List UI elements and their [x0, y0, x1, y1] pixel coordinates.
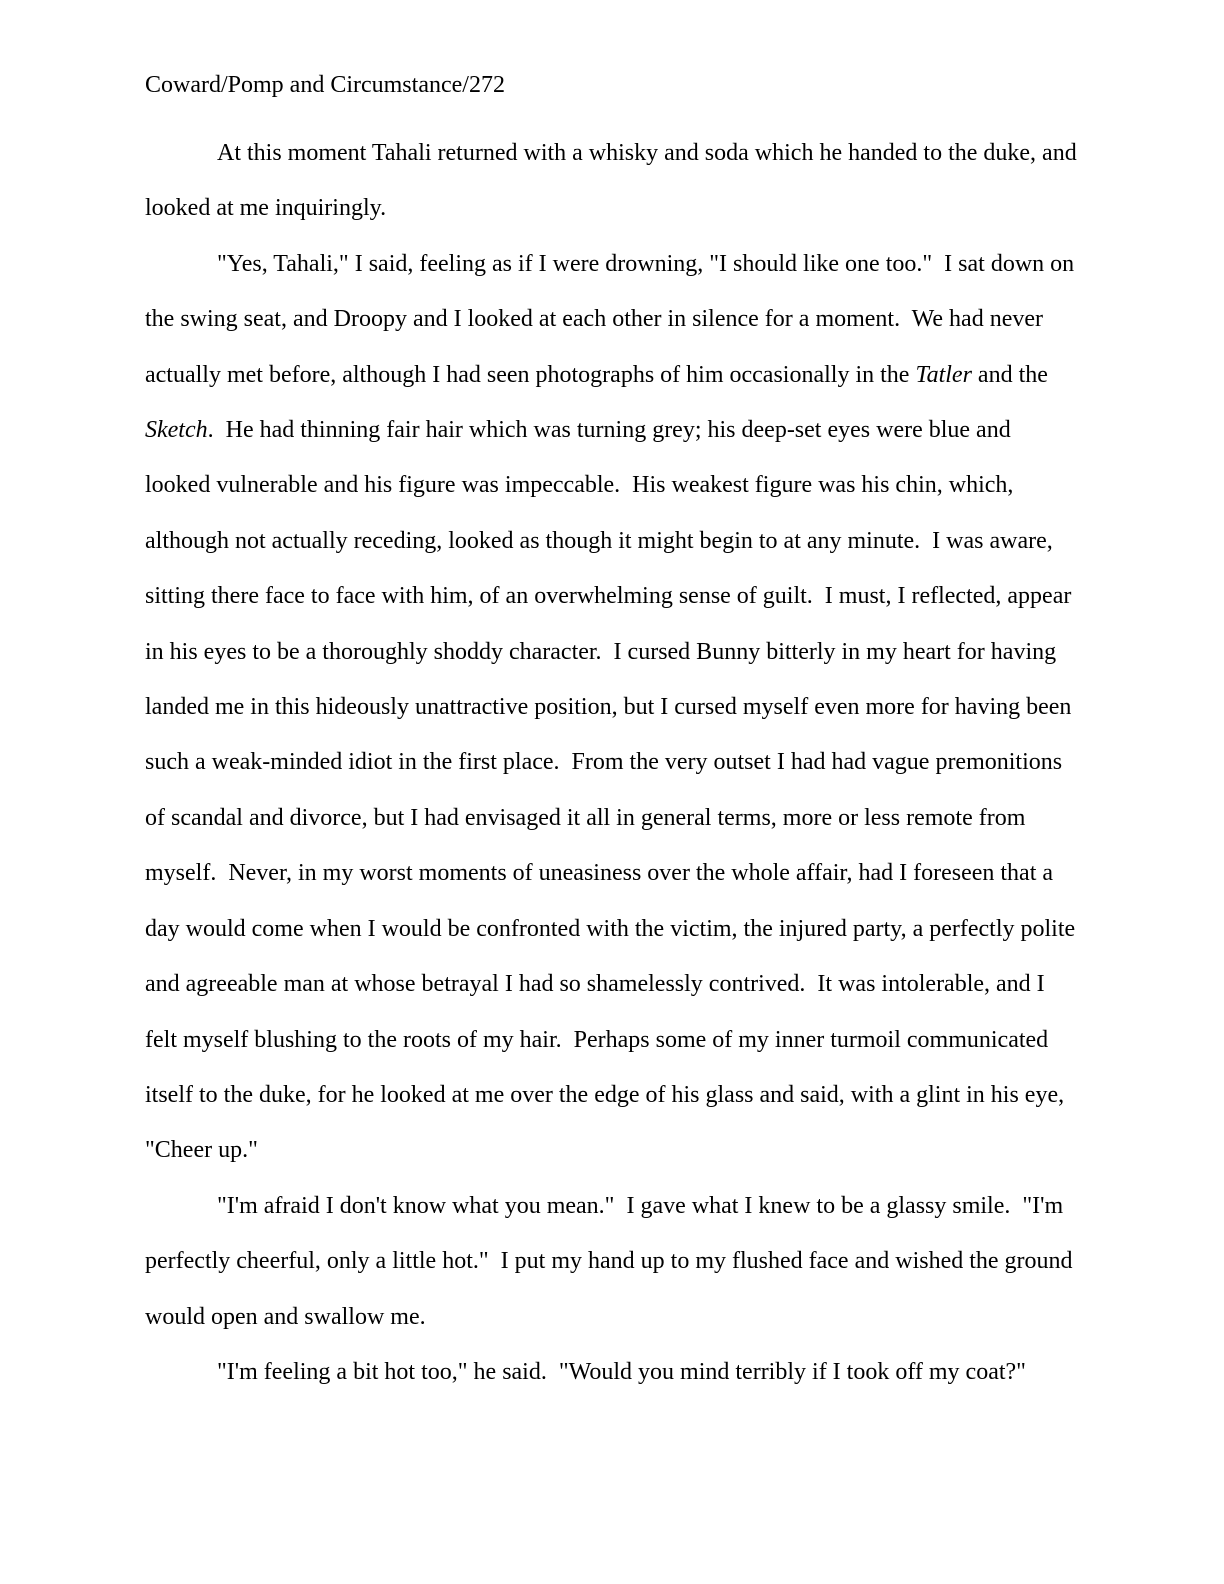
text-segment: actually met before, although I had seen photographs of him occasionally in the	[145, 361, 916, 388]
text-segment: would open and swallow me.	[145, 1303, 426, 1330]
text-line	[145, 403, 1077, 458]
text-segment: although not actually receding, looked as though it might begin to at any minute. I was aware,	[145, 527, 1053, 554]
text-segment: . He had thinning fair hair which was turning grey; his deep-set eyes were blue and	[207, 417, 1011, 444]
text-line	[145, 791, 1077, 846]
text-segment: landed me in this hideously unattractive position, but I cursed myself even more for having been	[145, 694, 1072, 721]
text-line	[145, 1013, 1077, 1068]
text-segment: of scandal and divorce, but I had envisaged it all in general terms, more or less remote from	[145, 804, 1026, 831]
text-line	[145, 514, 1077, 569]
text-segment: perfectly cheerful, only a little hot." I put my hand up to my flushed face and wished the ground	[145, 1248, 1073, 1275]
text-line	[145, 735, 1077, 790]
manuscript-body	[145, 126, 1077, 1400]
text-line	[145, 1234, 1077, 1289]
text-segment: in his eyes to be a thoroughly shoddy character. I cursed Bunny bitterly in my heart for having	[145, 638, 1057, 665]
page-header-slug: Coward/Pomp and Circumstance/272	[145, 72, 505, 98]
text-line	[145, 1179, 1077, 1234]
text-segment: and the	[971, 361, 1048, 388]
text-line	[145, 569, 1077, 624]
text-segment: myself. Never, in my worst moments of uneasiness over the whole affair, had I foreseen that a	[145, 860, 1054, 887]
text-segment: "Cheer up."	[145, 1137, 258, 1164]
text-line	[145, 348, 1077, 403]
text-line	[145, 1068, 1077, 1123]
text-segment: and agreeable man at whose betrayal I had so shamelessly contrived. It was intolerable, and I	[145, 971, 1045, 998]
text-line	[145, 680, 1077, 735]
text-segment: the swing seat, and Droopy and I looked at each other in silence for a moment. We had never	[145, 306, 1043, 333]
text-segment: felt myself blushing to the roots of my hair. Perhaps some of my inner turmoil communicated	[145, 1026, 1049, 1053]
italic-text-segment: Tatler	[915, 361, 972, 388]
text-line	[145, 957, 1077, 1012]
text-segment: such a weak-minded idiot in the first place. From the very outset I had had vague premonitions	[145, 749, 1063, 776]
text-segment: sitting there face to face with him, of an overwhelming sense of guilt. I must, I reflected, appear	[145, 583, 1072, 610]
text-line	[145, 625, 1077, 680]
text-line	[145, 1123, 1077, 1178]
text-line	[145, 292, 1077, 347]
text-line	[145, 126, 1077, 181]
text-line	[145, 181, 1077, 236]
text-line	[145, 237, 1077, 292]
text-segment: "I'm feeling a bit hot too," he said. "Would you mind terribly if I took off my coat?"	[217, 1358, 1026, 1385]
text-line	[145, 902, 1077, 957]
text-segment: "I'm afraid I don't know what you mean." I gave what I knew to be a glassy smile. "I'm	[217, 1192, 1064, 1219]
text-segment: looked at me inquiringly.	[145, 195, 387, 222]
text-segment: looked vulnerable and his figure was impeccable. His weakest figure was his chin, which,	[145, 472, 1014, 499]
text-segment: day would come when I would be confronted with the victim, the injured party, a perfectly polite	[145, 915, 1076, 942]
text-line	[145, 846, 1077, 901]
text-line	[145, 1345, 1077, 1400]
italic-text-segment: Sketch	[145, 417, 208, 444]
text-segment: itself to the duke, for he looked at me over the edge of his glass and said, with a glint in his eye,	[145, 1081, 1065, 1108]
text-segment: "Yes, Tahali," I said, feeling as if I were drowning, "I should like one too." I sat down on	[217, 250, 1075, 277]
text-segment: At this moment Tahali returned with a whisky and soda which he handed to the duke, and	[217, 140, 1077, 166]
text-line	[145, 1290, 1077, 1345]
text-line	[145, 458, 1077, 513]
